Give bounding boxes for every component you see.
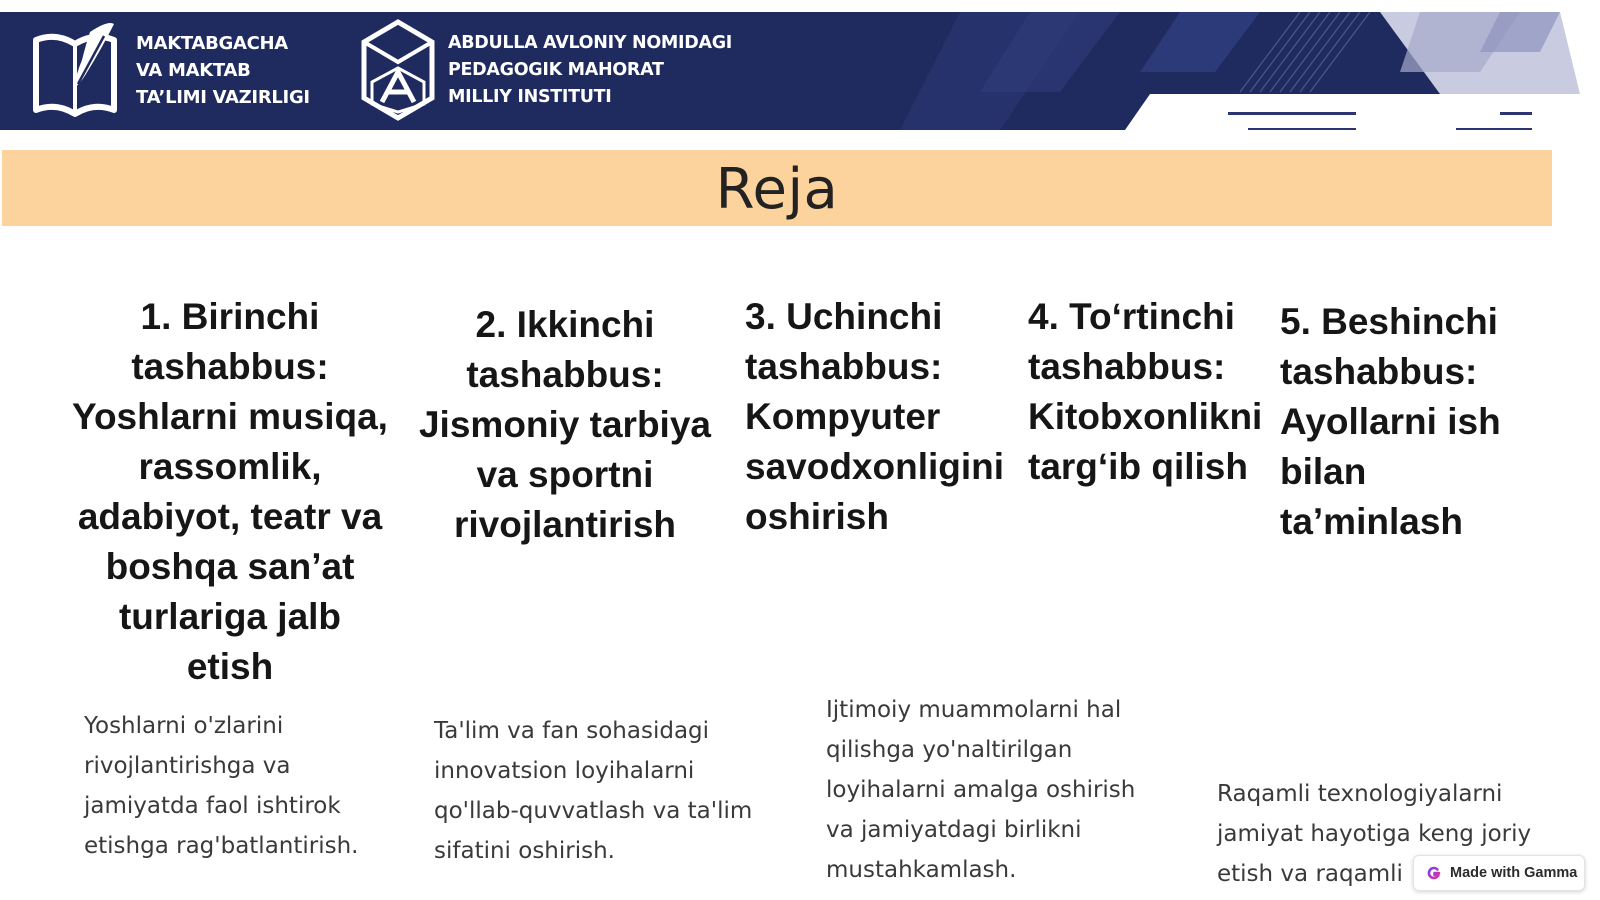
heading-line: tashabbus: xyxy=(1028,346,1226,387)
heading-line: adabiyot, teatr va xyxy=(77,496,383,537)
description-line: va jamiyatdagi birlikni xyxy=(826,817,1082,843)
description-line: Yoshlarni o'zlarini xyxy=(84,713,284,739)
heading-line: tashabbus: xyxy=(466,354,664,395)
description-line: jamiyat hayotiga keng joriy xyxy=(1217,821,1532,847)
heading-line: tashabbus: xyxy=(1280,351,1478,392)
initiative-3-heading xyxy=(745,292,1004,542)
gamma-logo-icon xyxy=(1426,865,1442,881)
institute-name-line: MILLIY INSTITUTI xyxy=(448,86,612,107)
heading-line: Ayollarni ish xyxy=(1280,401,1501,442)
description-line: etishga rag'batlantirish. xyxy=(84,833,359,859)
description-line: innovatsion loyihalarni xyxy=(434,758,695,784)
initiative-4-heading xyxy=(1028,292,1262,492)
ministry-name-line: MAKTABGACHA xyxy=(136,32,288,54)
heading-line: turlariga jalb xyxy=(118,596,342,637)
heading-line: etish xyxy=(186,646,274,687)
heading-line: rivojlantirish xyxy=(453,504,677,545)
description-line: qilishga yo'naltirilgan xyxy=(826,737,1073,763)
description-3 xyxy=(826,690,1135,890)
heading-line: boshqa san’at xyxy=(105,546,355,587)
institute-logo xyxy=(360,14,732,126)
heading-line: Kompyuter xyxy=(745,396,941,437)
description-line: Raqamli texnologiyalarni xyxy=(1217,781,1503,807)
heading-line: tashabbus: xyxy=(745,346,943,387)
heading-line: targ‘ib qilish xyxy=(1028,446,1248,487)
ministry-name-line: TA’LIMI VAZIRLIGI xyxy=(136,86,310,108)
ministry-name-line: VA MAKTAB xyxy=(136,59,251,81)
description-line: jamiyatda faol ishtirok xyxy=(84,793,341,819)
heading-line: 2. Ikkinchi xyxy=(475,304,655,345)
heading-line: Jismoniy tarbiya xyxy=(418,404,711,445)
heading-line: Yoshlarni musiqa, xyxy=(72,396,388,437)
open-book-quill-icon xyxy=(30,18,120,122)
description-line: sifatini oshirish. xyxy=(434,838,615,864)
hexagon-cube-a-icon xyxy=(360,18,436,122)
heading-line: savodxonligini xyxy=(745,446,1005,487)
description-2 xyxy=(434,711,752,871)
description-line: mustahkamlash. xyxy=(826,857,1017,883)
heading-line: Kitobxonlikni xyxy=(1028,396,1263,437)
title-band xyxy=(2,150,1552,226)
top-strip xyxy=(0,0,1600,12)
description-line: etish va raqamli xyxy=(1217,861,1403,887)
ministry-logo xyxy=(30,14,310,126)
heading-line: va sportni xyxy=(476,454,654,495)
description-1 xyxy=(84,706,359,866)
header-banner xyxy=(0,12,1600,130)
description-line: Ijtimoiy muammolarni hal xyxy=(826,697,1122,723)
heading-line: 1. Birinchi xyxy=(140,296,320,337)
heading-line: ta’minlash xyxy=(1280,501,1463,542)
heading-line: 3. Uchinchi xyxy=(745,296,943,337)
slide-title: Reja xyxy=(715,157,839,222)
institute-name-line: ABDULLA AVLONIY NOMIDAGI xyxy=(448,32,732,53)
initiative-2-heading xyxy=(410,300,720,550)
description-line: rivojlantirishga va xyxy=(84,753,291,779)
made-with-gamma-badge[interactable] xyxy=(1413,855,1585,891)
heading-line: bilan xyxy=(1280,451,1367,492)
initiative-5-heading xyxy=(1280,297,1501,547)
heading-line: 5. Beshinchi xyxy=(1280,301,1498,342)
initiative-1-heading xyxy=(60,292,400,692)
heading-line: tashabbus: xyxy=(131,346,329,387)
heading-line: oshirish xyxy=(745,496,889,537)
badge-label: Made with Gamma xyxy=(1450,865,1578,881)
heading-line: rassomlik, xyxy=(138,446,322,487)
heading-line: 4. To‘rtinchi xyxy=(1028,296,1235,337)
description-line: Ta'lim va fan sohasidagi xyxy=(434,718,710,744)
description-line: qo'llab-quvvatlash va ta'lim xyxy=(434,798,753,824)
description-line: loyihalarni amalga oshirish xyxy=(826,777,1136,803)
institute-name-line: PEDAGOGIK MAHORAT xyxy=(448,59,664,80)
